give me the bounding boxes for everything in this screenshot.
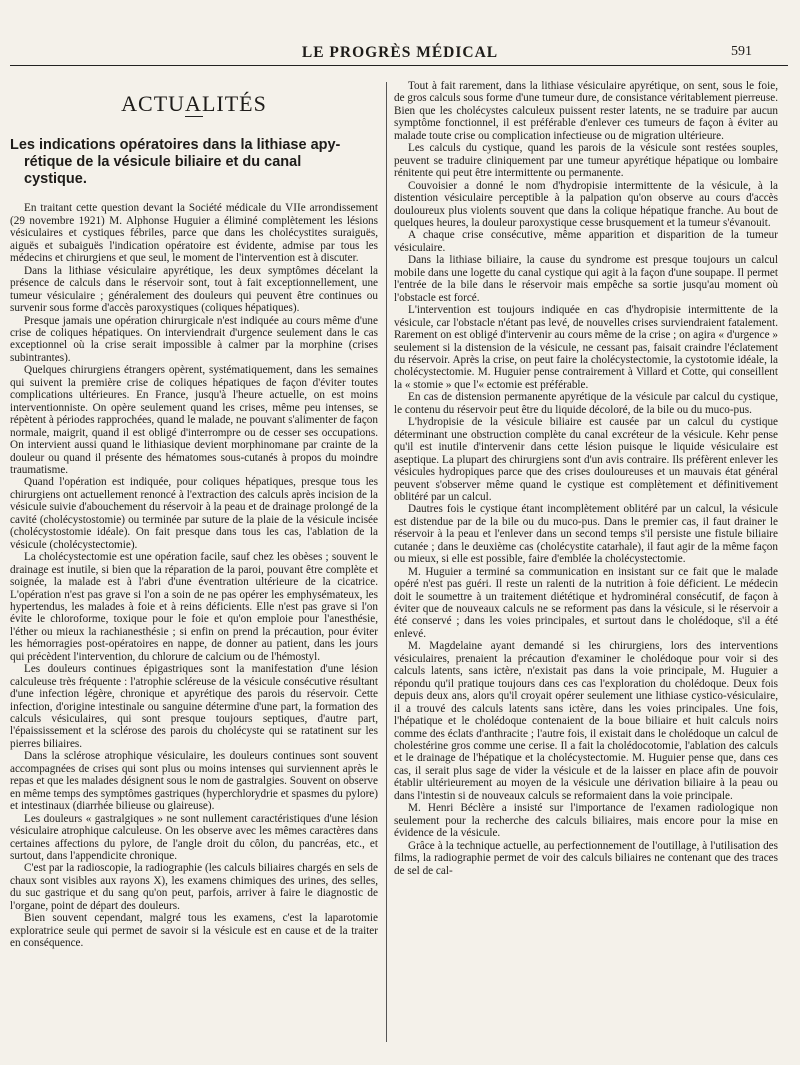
paragraph: Dautres fois le cystique étant incomplètement oblitéré par un calcul, la vésicule est distendue par de la bile ou du muco-pus. Dans le premier cas, il faut drainer le réservoir à la peau et l'enlever dans un second temps s'il persiste une fistule biliaire cutanée ; dans le deuxième cas (cholécystite catarhale), il faut agir de la même façon ou mieux, si elle est possible, faire d'emblée la cholécystectomie. bbox=[394, 503, 778, 566]
paragraph: Quand l'opération est indiquée, pour coliques hépatiques, presque tous les chirurgiens ont actuellement renoncé à l'extraction des calculs après incision de la vésicule suivie d'abouchement du réservoir à la peau et de drainage prolongé de la cavité (cholécystostomie) ou terminée par suture de la plaie de la vésicule incisée (cholécystostomie idéale). On fait presque dans tous les cas, l'ablation de la vésicule (cholécystectomie). bbox=[10, 476, 378, 551]
paragraph: Tout à fait rarement, dans la lithiase vésiculaire apyrétique, on sent, sous le foie, de gros calculs sous forme d'une tumeur dure, de consistance véritablement pierreuse. Bien que les cholécystes calculeux puissent rester latents, ne se traduire par aucun symptôme fonctionnel, il est préférable d'enlever ces tumeurs de façon à éviter au malade toute crise ou complication infectieuse ou de migration ultérieure. bbox=[394, 80, 778, 142]
paragraph: En traitant cette question devant la Société médicale du VIIe arrondissement (29 novembre 1921) M. Alphonse Huguier a éliminé complètement les lésions vésiculaires et cystiques fébriles, parce que dans les cholécystites suraiguës, aiguës et subaiguës l'indication opératoire est évidente, admise par tous les médecins et chirurgiens et que seul, le moment de l'intervention est à discuter. bbox=[10, 202, 378, 265]
left-column bbox=[10, 80, 378, 950]
paragraph: C'est par la radioscopie, la radiographie (les calculs biliaires chargés en sels de chaux sont visibles aux rayons X), les examens chimiques des urines, des selles, du suc gastrique et du sang qu'on peut, parfois, arriver à faire le diagnostic de l'organe, point de départ des douleurs. bbox=[10, 862, 378, 912]
page-number: 591 bbox=[731, 44, 752, 59]
paragraph: M. Magdelaine ayant demandé si les chirurgiens, lors des interventions vésiculaires, prenaient la précaution d'examiner le cholédoque pour voir si des calculs latents, sans ictère, n'existait pas dans la voie principale, M. Huguier a répondu qu'il pratique toujours dans ces cas l'exploration du cholédoque. Deux fois depuis deux ans, alors qu'il croyait opérer seulement une lithiase cystico-vésiculaire, il a trouvé des calculs latents sans ictère, dans les voies principales. Une fois, l'hépatique et le cholédoque contenaient de la boue biliaire et huit calculs noirs comme des éclats d'anthracite ; l'autre fois, il existait dans le cholédoque un calcul de cholestérine gros comme une cerise. Il a fait la cholédocotomie, l'ablation des calculs et le drainage de l'hépatique et la cholécystectomie. M. Huguier pense que, dans ces cas, il serait plus sage de vider la vésicule et de la laisser en place afin de pouvoir établir ultérieurement au moyen de la vésicule une dérivation biliaire à la peau ou dans l'intestin si de nouveaux calculs se reformaient dans la voie principale. bbox=[394, 640, 778, 802]
article-title-line-2: rétique de la vésicule biliaire et du canal bbox=[24, 154, 302, 171]
paragraph: Dans la lithiase vésiculaire apyrétique, les deux symptômes décelant la présence de calculs dans le réservoir sont, tout à fait exceptionnellement, une tumeur vésiculaire ; généralement des douleurs qui peuvent être continues ou survenir sous forme d'accès paroxystiques (coliques hépatiques). bbox=[10, 264, 378, 315]
article-title bbox=[10, 137, 378, 188]
paragraph: L'hydropisie de la vésicule biliaire est causée par un calcul du cystique déterminant une obstruction complète du canal excréteur de la vésicule. Kehr pense qu'il est inutile d'intervenir dans cette lésion puisque le liquide vésiculaire est aseptique. La plupart des chirurgiens sont d'un avis contraire. Ils préfèrent enlever les vésicules hydropiques parce que des crises douloureuses et un mauvais état général peuvent s'observer même quand le cystique est complètement et définitivement oblitéré par un calcul. bbox=[394, 416, 778, 503]
paragraph: M. Henri Béclère a insisté sur l'importance de l'examen radiologique non seulement pour la recherche des calculs biliaires, mais encore pour la mise en évidence de la vésicule. bbox=[394, 802, 778, 840]
paragraph: Dans la lithiase biliaire, la cause du syndrome est presque toujours un calcul mobile dans une logette du canal cystique qui agit à la façon d'une soupape. Il permet l'entrée de la bile dans le réservoir mais empêche sa sortie jusqu'au moment où l'obstacle est forcé. bbox=[394, 254, 778, 304]
paragraph: M. Huguier a terminé sa communication en insistant sur ce fait que le malade opéré n'est pas guéri. Il reste un ralenti de la nutrition à foie déficient. Le médecin doit le soumettre à un traitement diététique et hydrominéral consécutif, de façon à éviter que de nouveaux calculs ne se reforment pas dans la vésicule, si le réservoir a été conservé ; dans les voies principales, et surtout dans le cholédoque, s'il a été enlevé. bbox=[394, 565, 778, 640]
paragraph: En cas de distension permanente apyrétique de la vésicule par calcul du cystique, le contenu du réservoir peut être du liquide décoloré, de la bile ou du muco-pus. bbox=[394, 391, 778, 416]
paragraph: Presque jamais une opération chirurgicale n'est indiquée au cours même d'une crise de coliques hépatiques. On interviendrait d'urgence seulement dans le cas exceptionnel où la crise serait impossible à calmer par la morphine (crises subintrantes). bbox=[10, 314, 378, 364]
paragraph: Les douleurs continues épigastriques sont la manifestation d'une lésion calculeuse très fréquente : l'atrophie scléreuse de la vésicule consécutive résultant d'une infection légère, chronique et apyrétique des parois du réservoir. Cette infection, d'origine intestinale ou sanguine détermine d'une part, la formation des calculs vésiculaires, qui sont presque toujours septiques, d'autre part, l'épaississement et la sclérose des parois du cholécyste qui se ratatinent sur les pierres biliaires. bbox=[10, 663, 378, 750]
paragraph: Grâce à la technique actuelle, au perfectionnement de l'outillage, à l'utilisation des films, la radiographie permet de voir des calculs biliaires ne contenant que des traces de sel de cal- bbox=[394, 839, 778, 877]
paragraph: Couvoisier a donné le nom d'hydropisie intermittente de la vésicule, à la distention vésiculaire perceptible à la palpation qu'on observe au cours d'accès douloureux plus violents souvent que dans la colique hépatique franche. Au bout de quelques heures, la douleur paroxystique cesse brusquement et la tumeur s'évanouit. bbox=[394, 179, 778, 229]
paragraph: La cholécystectomie est une opération facile, sauf chez les obèses ; souvent le drainage est inutile, si bien que la réparation de la paroi, pouvant être complète et soignée, la malade est à l'abri d'une éventration ultérieure de la cicatrice. L'opération n'est pas grave si l'on a soin de ne pas opérer les emphysémateux, les hypertendus, les malades à foie et à reins déficients. Elle n'est pas grave si l'on évite le chloroforme, toxique pour le foie et qu'on emploie pour l'anesthésie, l'éther ou mieux la rachianesthésie ; si enfin on prend la précaution, pour éviter les hémorragies post-opératoires en nappe, de donner au patient, dans les jours qui précèdent l'intervention, du chlorure de calcium ou de l'hémostyl. bbox=[10, 551, 378, 663]
article-title-line-1: Les indications opératoires dans la lithiase apy- bbox=[10, 137, 341, 154]
paragraph: A chaque crise consécutive, même apparition et disparition de la tumeur vésiculaire. bbox=[394, 229, 778, 254]
section-rule bbox=[185, 116, 203, 117]
paragraph: Dans la sclérose atrophique vésiculaire, les douleurs continues sont souvent accompagnées de crises qui sont plus ou moins intenses qui surviennent après le repas et que les malades désignent sous le nom de gastralgies. Souvent on observe en même temps des symptômes gastriques (hyperchlorydrie et spasmes du pylore) et intestinaux (diarrhée bilieuse ou glaireuse). bbox=[10, 750, 378, 813]
running-title: LE PROGRÈS MÉDICAL bbox=[301, 44, 499, 61]
paragraph: Quelques chirurgiens étrangers opèrent, systématiquement, dans les semaines qui suivent la première crise de coliques hépatiques de façon d'éviter toutes complications ultérieures. En France, jusqu'à l'heure actuelle, on est moins interventionniste. On opère seulement quand les crises, même peu intenses, se répètent à périodes rapprochées, quand le malade, ne pouvant s'alimenter de façon normale, maigrit, quand il est obligé d'interrompre ou de cesser ses occupations. On intervient aussi quand le lithiasique devient morphinomane par crainte de la douleur ou quand il présente des hématomes sous-cutanés à propos du moindre traumatisme. bbox=[10, 364, 378, 476]
header-rule bbox=[10, 65, 788, 66]
page-header bbox=[0, 0, 800, 70]
paragraph: Bien souvent cependant, malgré tous les examens, c'est la laparotomie exploratrice seule qui permet de savoir si la vésicule est en cause et de la traiter en conséquence. bbox=[10, 912, 378, 950]
paragraph: Les douleurs « gastralgiques » ne sont nullement caractéristiques d'une lésion vésiculaire atrophique calculeuse. On les observe avec les mêmes caractères dans certaines affections du pylore, de l'angle droit du côlon, du pancréas, etc., et surtout, dans l'appendicite chronique. bbox=[10, 812, 378, 863]
section-title: ACTUALITÉS bbox=[121, 91, 267, 116]
right-column bbox=[394, 80, 778, 877]
article-title-line-3: cystique. bbox=[24, 171, 87, 188]
paragraph: Les calculs du cystique, quand les parois de la vésicule sont restées souples, peuvent se traduire cliniquement par une tumeur apyrétique hépatique ou lombaire rénitente qui peut être intermittente ou permanente. bbox=[394, 142, 778, 180]
paragraph: L'intervention est toujours indiquée en cas d'hydropisie intermittente de la vésicule, car l'obstacle n'étant pas levé, de nouvelles crises surviendraient fatalement. Rarement on est obligé d'intervenir au cours même de la crise ; on agira « d'urgence » seulement si la distension de la vésicule, ne cessant pas, faisait craindre l'éclatement du réservoir. Après la crise, on peut faire la cholécystectomie, la cystotomie idéale, la cholécystectomie. M. Huguier pense contrairement à Villard et Cotte, qui conseillent la « stomie » que l'« ectomie est préférable. bbox=[394, 304, 778, 391]
column-divider bbox=[386, 82, 387, 1042]
